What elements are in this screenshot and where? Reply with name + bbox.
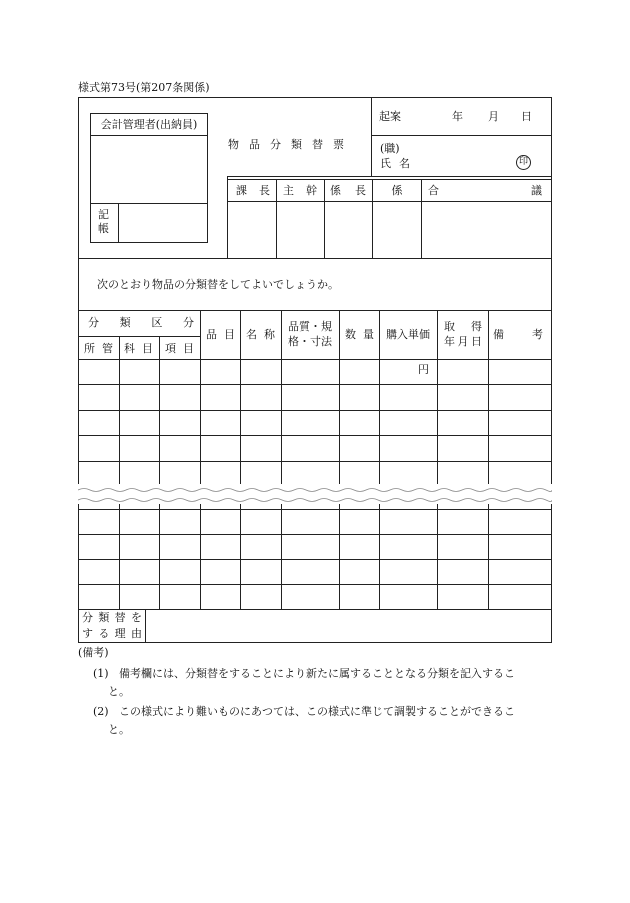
year-label: 年 (452, 110, 463, 123)
record-label: 記帳 (98, 208, 109, 235)
quality-header-line1: 品質・規 (288, 320, 332, 333)
seal-mark: 印 (516, 155, 531, 170)
remarks-header: 備考 (493, 328, 543, 341)
acq-header-line1: 取得 (444, 320, 482, 333)
price-header: 購入単価 (386, 328, 430, 341)
month-label: 月 (488, 110, 499, 123)
quality-header-line2: 格・寸法 (288, 335, 332, 348)
notes-title: (備考) (78, 646, 109, 659)
name-label: 氏名 (380, 157, 418, 170)
form-title: 物品分類替票 (228, 138, 354, 151)
class-header: 分類区分 (88, 316, 194, 329)
approval-col-kacho: 課長 (236, 184, 270, 197)
note-1-num: (1) (93, 667, 109, 680)
name-header: 名称 (246, 328, 275, 341)
approval-col-kakari: 係 (391, 184, 403, 197)
acq-header-line2: 年月日 (444, 335, 482, 348)
position-label: (職) (380, 142, 400, 155)
request-text: 次のとおり物品の分類替をしてよいでしょうか。 (97, 278, 339, 291)
day-label: 日 (521, 110, 532, 123)
approval-col-aigi: 合議 (428, 184, 542, 197)
note-2-num: (2) (93, 705, 109, 718)
draft-label: 起案 (379, 110, 401, 123)
wavy-break-line (78, 486, 552, 504)
note-1-text: 備考欄には、分類替をすることにより新たに属することとなる分類を記入するこ (119, 667, 515, 680)
currency-unit: 円 (418, 363, 429, 376)
sub-header-shokan: 所管 (84, 342, 113, 355)
note-2-cont: と。 (108, 723, 130, 736)
form-id: 様式第73号(第207条関係) (78, 81, 210, 94)
accountant-label: 会計管理者(出納員) (100, 118, 198, 131)
sub-header-komoku: 項目 (165, 342, 194, 355)
note-2-text: この様式により難いものにあつては、この様式に準じて調製することができるこ (119, 705, 515, 718)
qty-header: 数量 (345, 328, 374, 341)
approval-col-kakaricho: 係長 (330, 184, 366, 197)
approval-col-shukan: 主幹 (283, 184, 317, 197)
sub-header-kamoku: 科目 (124, 342, 153, 355)
reason-label-line2: する理由 (82, 627, 142, 640)
reason-label-line1: 分類替を (82, 611, 142, 624)
item-header: 品目 (206, 328, 235, 341)
note-1-cont: と。 (108, 685, 130, 698)
